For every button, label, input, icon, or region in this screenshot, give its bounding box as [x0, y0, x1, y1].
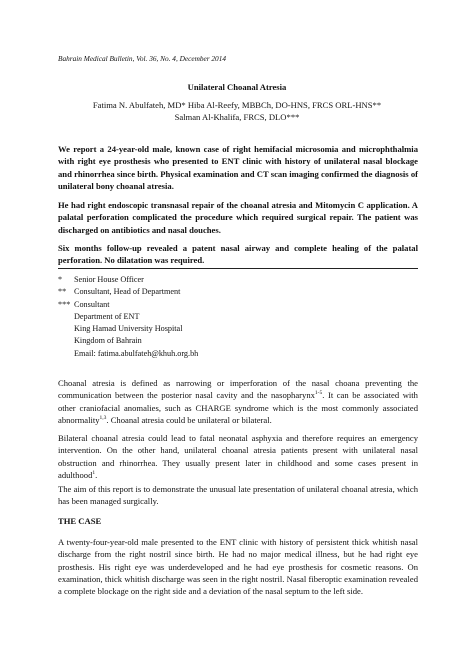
footnote-divider: [58, 268, 418, 269]
body-paragraph-4: A twenty-four-year-old male presented to the ENT clinic with history of persistent thick whitish nasal discharge from the right nostril since birth. He had no major medical illness, but he had right eye prosthesis. His right eye was underdeveloped and he had eye prosthesis for cosmetic reasons. On examination, thick whitish discharge was seen in the right nostril. Nasal fiberoptic examination revealed a complete blockage on the right side and a deviation of the nasal septum to the left side.: [58, 537, 418, 597]
authors-line-2: Salman Al-Khalifa, FRCS, DLO***: [174, 112, 300, 122]
affiliation-text: Consultant: [74, 299, 110, 309]
address-line: Department of ENT: [74, 311, 140, 321]
affiliation-text: Senior House Officer: [74, 275, 144, 284]
body-paragraph-1: [58, 377, 418, 426]
text-run: . Choanal atresia could be unilateral or bilateral.: [106, 414, 272, 425]
article-title: Unilateral Choanal Atresia: [187, 82, 287, 92]
citation-superscript: 1-5: [314, 390, 323, 397]
affiliation-mark: **: [58, 287, 67, 297]
citation-superscript: 1,3: [99, 415, 107, 422]
authors-line-1: Fatima N. Abulfateh, MD* Hiba Al-Reefy, MBBCh, DO-HNS, FRCS ORL-HNS**: [92, 100, 382, 110]
address-line: King Hamad University Hospital: [74, 324, 183, 334]
affiliation-row: [58, 286, 198, 298]
abstract-paragraph-3: Six months follow-up revealed a patent nasal airway and complete healing of the palatal perforation. No dilatation was required.: [58, 243, 418, 266]
abstract-paragraph-1: We report a 24-year-old male, known case of right hemifacial microsomia and microphthalmia with right eye prosthesis who presented to ENT clinic with history of unilateral nasal blockage and rhinorrhea since birth. Physical examination and CT scan imaging confirmed the diagnosis of unilateral bony choanal atresia.: [58, 144, 418, 191]
text-run: Choanal atresia is defined as narrowing or imperforation of the nasal choana preventing the communication between the posterior nasal cavity and the nasopharynx: [58, 378, 418, 401]
text-run: .: [95, 469, 98, 480]
journal-citation: Bahrain Medical Bulletin, Vol. 36, No. 4, December 2014: [58, 54, 227, 63]
affiliations: [58, 274, 198, 360]
body-paragraph-3: The aim of this report is to demonstrate the unusual late presentation of unilateral choanal atresia, which has been managed surgically.: [58, 484, 418, 507]
affiliation-text: Consultant, Head of Department: [74, 287, 181, 297]
text-run: . It can be associated with other craniofacial anomalies, such as CHARGE syndrome which is the most commonly associated abnormality: [58, 390, 418, 425]
email-line[interactable]: Email: fatima.abulfateh@khuh.org.bh: [74, 348, 199, 358]
abstract-paragraph-2: He had right endoscopic transnasal repair of the choanal atresia and Mitomycin C application. A palatal perforation complicated the procedure which required surgical repair. The patient was discharged on antibiotics and nasal douches.: [58, 200, 418, 235]
author-block: [58, 99, 416, 123]
affiliation-row: [58, 274, 198, 286]
affiliation-row: [58, 299, 198, 311]
address-line: Kingdom of Bahrain: [74, 336, 142, 346]
citation-superscript: 1: [92, 470, 96, 477]
affiliation-mark: *: [58, 275, 63, 284]
body-paragraph-2: [58, 432, 418, 481]
affiliation-mark: ***: [58, 299, 71, 309]
section-heading: THE CASE: [58, 516, 102, 526]
text-run: Bilateral choanal atresia could lead to fatal neonatal asphyxia and therefore requires an emergency intervention. On the other hand, unilateral choanal atresia patients present with unilateral nasal obstruction and rhinorrhea. They usually present later in childhood and some cases present in adulthood: [58, 433, 418, 480]
